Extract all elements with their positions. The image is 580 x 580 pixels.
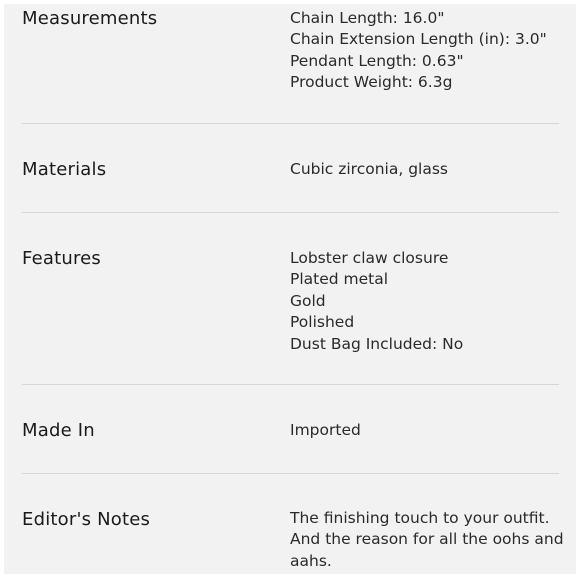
materials-value: Cubic zirconia, glass bbox=[290, 160, 448, 178]
measurement-product-weight: Product Weight: 6.3g bbox=[290, 73, 453, 92]
feature-item: Polished bbox=[290, 313, 355, 332]
divider bbox=[22, 123, 559, 124]
feature-item: Gold bbox=[290, 291, 326, 310]
editors-notes-line: aahs. bbox=[290, 551, 332, 570]
measurement-pendant-length: Pendant Length: 0.63" bbox=[290, 51, 464, 70]
features-values bbox=[290, 248, 463, 355]
measurement-chain-extension: Chain Extension Length (in): 3.0" bbox=[290, 30, 547, 49]
divider bbox=[22, 212, 559, 213]
measurement-chain-length: Chain Length: 16.0" bbox=[290, 9, 445, 27]
editors-notes-line: The finishing touch to your outfit. bbox=[290, 509, 550, 527]
divider bbox=[22, 473, 559, 474]
materials-values bbox=[290, 159, 448, 180]
made-in-value: Imported bbox=[290, 421, 361, 439]
feature-item: Dust Bag Included: No bbox=[290, 334, 464, 353]
editors-notes-line: And the reason for all the oohs and bbox=[290, 530, 564, 549]
measurements-values bbox=[290, 8, 547, 94]
made-in-values bbox=[290, 420, 361, 441]
editors-notes-label: Editor's Notes bbox=[22, 509, 151, 530]
measurements-label: Measurements bbox=[22, 8, 158, 29]
divider bbox=[22, 384, 559, 385]
feature-item: Lobster claw closure bbox=[290, 249, 449, 267]
features-label: Features bbox=[22, 248, 101, 269]
made-in-label: Made In bbox=[22, 420, 95, 441]
materials-label: Materials bbox=[22, 159, 107, 180]
product-details-panel bbox=[4, 4, 576, 574]
editors-notes-values bbox=[290, 508, 564, 572]
feature-item: Plated metal bbox=[290, 270, 389, 289]
